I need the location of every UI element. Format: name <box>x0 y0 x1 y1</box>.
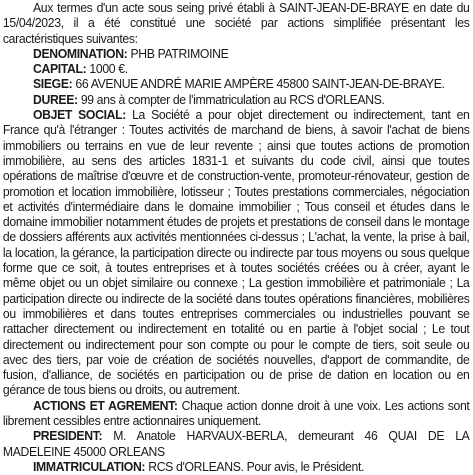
siege-line <box>3 77 470 92</box>
duree-value: 99 ans à compter de l'immatriculation au RCS d'ORLEANS. <box>77 92 385 107</box>
president-paragraph <box>3 429 470 460</box>
president-label: PRESIDENT: <box>32 429 103 444</box>
actions-value: Chaque action donne droit à une voix. Les actions sont librement cessibles entre actionnaires uniquement. <box>2 398 470 429</box>
denomination-label: DENOMINATION: <box>32 46 128 61</box>
actions-paragraph <box>3 399 470 430</box>
immatriculation-value: RCS d'ORLEANS. Pour avis, le Président. <box>145 459 365 474</box>
immatriculation-line <box>3 460 470 475</box>
immatriculation-label: IMMATRICULATION: <box>32 459 146 474</box>
objet-social-paragraph <box>3 108 470 399</box>
capital-line <box>3 62 470 77</box>
denomination-value: PHB PATRIMOINE <box>127 46 229 61</box>
capital-label: CAPITAL: <box>32 62 87 77</box>
objet-social-label: OBJET SOCIAL: <box>32 108 126 123</box>
duree-label: DUREE: <box>32 92 78 107</box>
siege-label: SIEGE: <box>32 77 73 92</box>
duree-line <box>3 93 470 108</box>
president-value: M. Anatole HARVAUX-BERLA, demeurant 46 QUAI DE LA MADELEINE 45000 ORLEANS <box>2 429 470 459</box>
objet-social-value: La Société a pour objet directement ou indirectement, tant en France qu'à l'étranger : Toutes activités de marchand de biens, à savoir l'achat de biens immobiliers ou terrains en vue de leur revente ; ainsi que toutes actions de promotion immobilière, au sens des articles 1831-1 et suivants du code civil, ainsi que toutes opérations de maîtrise d'œuvre et de construction-vente, promoteur-rénovateur, gestion de promotion et location immobilière, lotisseur ; Toutes prestations commerciales, négociation et activités d'intermédiaire dans le domaine immobilier ; Tous conseil et études dans le domaine immobilier notamment études de projets et prestations de conseil dans le montage de dossiers afférents aux activités mentionnées ci-dessus ; L'achat, la vente, la prise à bail, la location, la gérance, la participation directe ou indirecte par tous moyens ou sous quelque forme que ce soit, à toutes entreprises et à toutes sociétés créées ou à créer, ayant le même objet ou un objet similaire ou connexe ; La gestion immobilière et patrimoniale ; La participation directe ou indirecte de la société dans toutes opérations financières, mobilières ou immobilières et dans toutes entreprises commerciales ou industrielles pouvant se rattacher directement ou indirectement en totalité ou en partie à l'objet social ; Le tout directement ou indirectement pour son compte ou pour le compte de tiers, soit seule ou avec des tiers, par voie de création de sociétés nouvelles, d'apport de commandite, de fusion, d'alliance, de sociétés en participation ou de prise de dation en location ou en gérance de tous biens ou droits, ou autrement. <box>2 108 470 398</box>
denomination-line <box>3 47 470 62</box>
siege-value: 66 AVENUE ANDRÉ MARIE AMPÈRE 45800 SAINT-JEAN-DE-BRAYE. <box>72 77 445 92</box>
capital-value: 1000 €. <box>86 62 128 77</box>
intro-paragraph: Aux termes d'un acte sous seing privé établi à SAINT-JEAN-DE-BRAYE en date du 15/04/2023, il a été constitué une société par actions simplifiée présentant les caractéristiques suivantes: <box>2 1 470 46</box>
actions-label: ACTIONS ET AGREMENT: <box>32 398 178 413</box>
